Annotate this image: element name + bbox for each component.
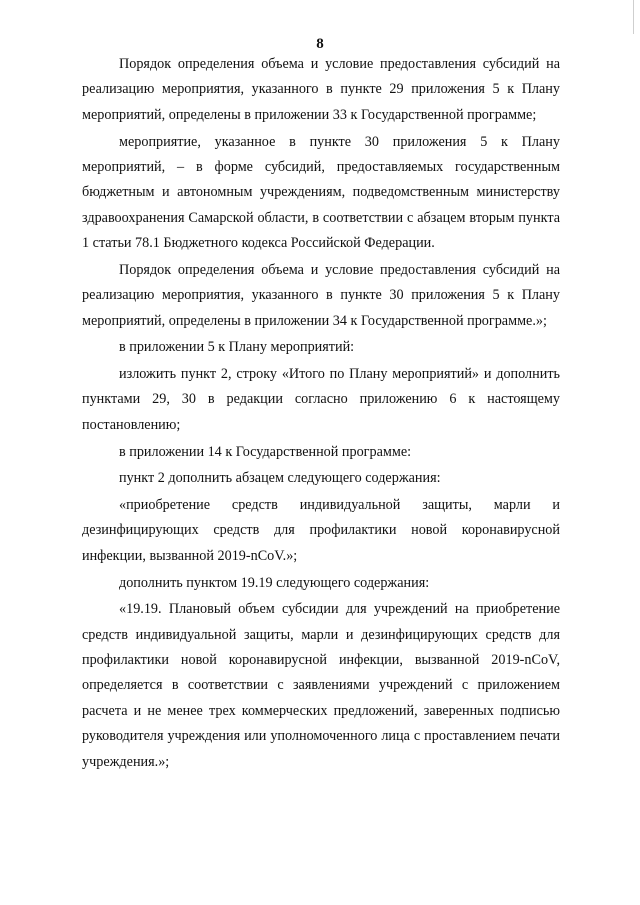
page-number: 8 <box>316 36 324 52</box>
paragraph-8: «приобретение средств индивидуальной защиты, марли и дезинфицирующих средств для профилактики новой коронавирусной инфекции, вызванной 2019-nCoV.»; <box>82 496 560 564</box>
paragraph-7: пункт 2 дополнить абзацем следующего содержания: <box>119 470 441 487</box>
paragraph-9: дополнить пунктом 19.19 следующего содержания: <box>119 574 430 591</box>
paragraph-3: Порядок определения объема и условие предоставления субсидий на реализацию мероприятия, указанного в пункте 30 приложения 5 к Плану мероприятий, определены в приложении 34 к Государственной программе.»; <box>82 261 560 329</box>
paragraph-10: «19.19. Плановый объем субсидии для учреждений на приобретение средств индивидуальной защиты, марли и дезинфицирующих средств для профилактики новой коронавирусной инфекции, вызванной 2019-nCoV, определяется в соответствии с заявлениями учреждений с приложением расчета и не менее трех коммерческих предложений, заверенных подписью руководителя учреждения или уполномоченного лица с проставлением печати учреждения.»; <box>82 601 560 770</box>
document-body <box>82 52 560 776</box>
scan-edge-mark <box>633 0 634 34</box>
paragraph-6: в приложении 14 к Государственной программе: <box>119 443 412 460</box>
paragraph-5: изложить пункт 2, строку «Итого по Плану мероприятий» и дополнить пунктами 29, 30 в редакции согласно приложению 6 к настоящему постановлению; <box>82 366 560 433</box>
paragraph-4: в приложении 5 к Плану мероприятий: <box>119 339 355 356</box>
paragraph-2: мероприятие, указанное в пункте 30 приложения 5 к Плану мероприятий, – в форме субсидий, предоставляемых государственным бюджетным и автономным учреждениям, подведомственным министерству здравоохранения Самарской области, в соответствии с абзацем вторым пункта 1 статьи 78.1 Бюджетного кодекса Российской Федерации. <box>82 133 560 252</box>
paragraph-1: Порядок определения объема и условие предоставления субсидий на реализацию мероприятия, указанного в пункте 29 приложения 5 к Плану мероприятий, определены в приложении 33 к Государственной программе; <box>82 56 560 123</box>
